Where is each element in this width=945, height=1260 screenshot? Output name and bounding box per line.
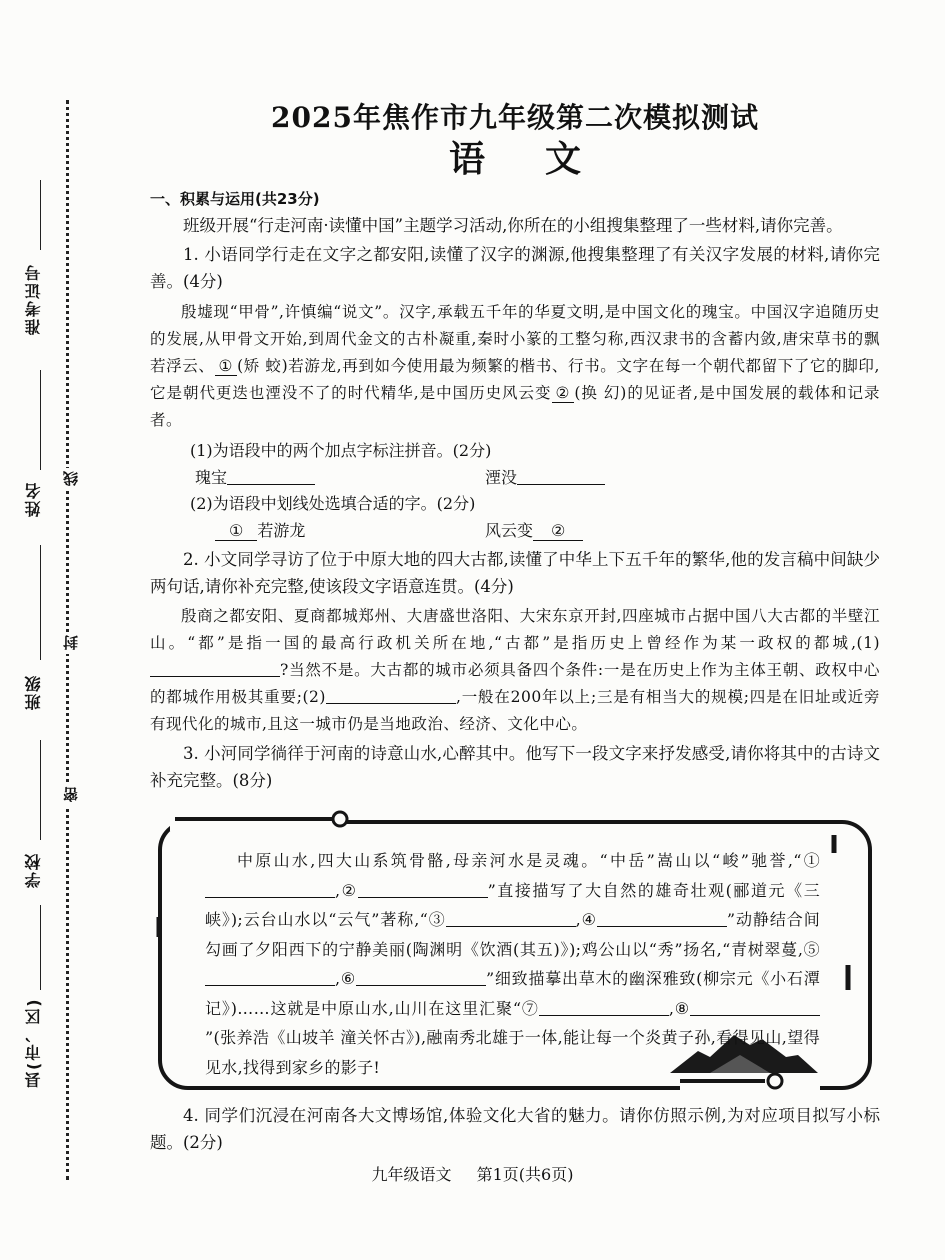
passage-text-a: 殷墟现“甲骨”,许慎编“说文”。汉字,承载五千年的华夏文明,是中国文化的瑰宝。中国汉字追随历史的发展,从甲骨文开始,到周代金文的古朴凝重,秦时小篆的工整匀称,西汉隶书的含蓄内敛,唐宋草书的飘若浮云、 bbox=[150, 303, 880, 375]
poem-part-3: ”直接描写了大自然的雄奇壮观(郦道元《三峡》);云台山水以“云气”著称,“③ bbox=[205, 880, 820, 929]
passage-blank-2[interactable]: ② bbox=[552, 384, 575, 403]
passage-option-2: (换 幻)的见证者,是中国发展的载体和记录者。 bbox=[150, 384, 880, 429]
poem-part-6: ,⑥ bbox=[335, 969, 356, 988]
question-1-sub-2: (2)为语段中划线处选填合适的字。(2分) bbox=[190, 494, 476, 513]
poem-answer-7[interactable] bbox=[539, 997, 669, 1016]
exam-content bbox=[150, 100, 880, 794]
question-2-passage bbox=[150, 603, 880, 738]
exam-title: 2025年焦作市九年级第二次模拟测试 bbox=[271, 101, 759, 134]
poem-part-2: ,② bbox=[335, 880, 358, 900]
section-heading: 一、积累与运用(共23分) bbox=[150, 190, 320, 208]
poem-answer-2[interactable] bbox=[358, 879, 488, 898]
poem-answer-5[interactable] bbox=[205, 967, 335, 986]
passage-option-1: (矫 蛟)若游龙,再到如今使用最为频繁的楷书、行书。文字在每一个朝代都留下了它的脚印,它是朝代更迭也湮没不了的时代精华,是中国历史风云变 bbox=[150, 357, 880, 402]
exam-subject: 语文 bbox=[448, 138, 641, 180]
school-line[interactable] bbox=[40, 740, 41, 840]
poem-part-5: ”动静结合间勾画了夕阳西下的宁静美丽(陶渊明《饮酒(其五)》);鸡公山以“秀”扬名,“青树翠蔓,⑤ bbox=[205, 910, 820, 959]
exam-number-line[interactable] bbox=[40, 180, 41, 250]
question-1-sub-1: (1)为语段中的两个加点字标注拼音。(2分) bbox=[190, 441, 492, 460]
district-line[interactable] bbox=[40, 905, 41, 990]
q2-answer-1[interactable] bbox=[150, 658, 280, 677]
word-1: 瑰宝 bbox=[195, 468, 228, 487]
fill-text-1: 若游龙 bbox=[257, 521, 306, 540]
fill-row bbox=[150, 517, 880, 544]
frame-top-ring bbox=[333, 812, 347, 826]
q2-text-b: ?当然不是。大古都的城市必须具备四个条件:一是在历史上作为主体王朝、政权中心的都城作用极其重要;(2) bbox=[150, 661, 880, 706]
q2-text-a: 殷商之都安阳、夏商都城郑州、大唐盛世洛阳、大宋东京开封,四座城市占据中国八大古都的半壁江山。“都”是指一国的最高行政机关所在地,“古都”是指历史上曾经作为某一政权的都城,(1) bbox=[150, 607, 880, 652]
poem-answer-4[interactable] bbox=[597, 908, 727, 927]
poem-answer-3[interactable] bbox=[446, 908, 576, 927]
seal-mark-xian: 线 bbox=[60, 468, 76, 490]
pinyin-row bbox=[150, 464, 880, 491]
question-1-passage bbox=[150, 299, 880, 434]
school-label: 学校 bbox=[24, 852, 43, 888]
poem-part-4: ,④ bbox=[575, 910, 597, 929]
section-intro: 班级开展“行走河南·读懂中国”主题学习活动,你所在的小组搜集整理了一些材料,请你完善。 bbox=[183, 216, 843, 235]
name-label: 姓名 bbox=[24, 481, 43, 517]
binding-margin bbox=[0, 0, 110, 1260]
question-4-stem: 4. 同学们沉浸在河南各大文博场馆,体验文化大省的魅力。请你仿照示例,为对应项目拟写小标题。(2分) bbox=[150, 1106, 880, 1152]
poem-part-7: ”细致描摹出草木的幽深雅致(柳宗元《小石潭记》)……这就是中原山水,山川在这里汇聚“⑦ bbox=[205, 969, 820, 1018]
poem-part-9: ”(张养浩《山坡羊 潼关怀古》),融南秀北雄于一体,能让每一个炎黄子孙,看得见山,望得见水,找得到家乡的影子! bbox=[205, 1028, 820, 1077]
word-2: 湮没 bbox=[485, 468, 518, 487]
fill-answer-2[interactable]: ② bbox=[533, 521, 583, 541]
pinyin-answer-2[interactable] bbox=[517, 466, 605, 485]
pinyin-answer-1[interactable] bbox=[227, 466, 315, 485]
fill-answer-1[interactable]: ① bbox=[215, 521, 257, 541]
question-3-stem: 3. 小河同学徜徉于河南的诗意山水,心醉其中。他写下一段文字来抒发感受,请你将其中的古诗文补充完整。(8分) bbox=[150, 744, 880, 790]
exam-number-label: 准考证号 bbox=[24, 263, 43, 335]
class-line[interactable] bbox=[40, 545, 41, 660]
poem-answer-6[interactable] bbox=[356, 967, 486, 986]
poem-part-1: 中原山水,四大山系筑骨骼,母亲河水是灵魂。“中岳”嵩山以“峻”驰誉,“① bbox=[237, 851, 820, 870]
poem-part-8: ,⑧ bbox=[668, 998, 691, 1018]
fill-text-2: 风云变 bbox=[485, 521, 534, 540]
poem-answer-8[interactable] bbox=[690, 997, 820, 1016]
question-1-stem: 1. 小语同学行走在文字之都安阳,读懂了汉字的渊源,他搜集整理了有关汉字发展的材料,请你完善。(4分) bbox=[150, 245, 880, 291]
name-line[interactable] bbox=[40, 370, 41, 470]
class-label: 班级 bbox=[24, 674, 43, 710]
passage-blank-1[interactable]: ① bbox=[215, 357, 238, 376]
q2-text-c: ,一般在200年以上;三是有相当大的规模;四是在旧址或近旁有现代化的城市,且这一城市仍是当地政治、经济、文化中心。 bbox=[150, 688, 880, 733]
q2-answer-2[interactable] bbox=[326, 685, 456, 704]
question-4 bbox=[150, 1102, 880, 1156]
question-2-stem: 2. 小文同学寻访了位于中原大地的四大古都,读懂了中华上下五千年的繁华,他的发言稿中间缺少两句话,请你补充完整,使该段文字语意连贯。(4分) bbox=[150, 550, 880, 596]
poem-answer-1[interactable] bbox=[205, 879, 335, 898]
seal-mark-mi: 密 bbox=[60, 784, 76, 806]
page-footer: 九年级语文 第1页(共6页) bbox=[371, 1165, 574, 1184]
seal-mark-feng: 封 bbox=[60, 632, 76, 654]
district-label: 县(市、区) bbox=[24, 997, 43, 1088]
poem-passage bbox=[205, 846, 820, 1082]
